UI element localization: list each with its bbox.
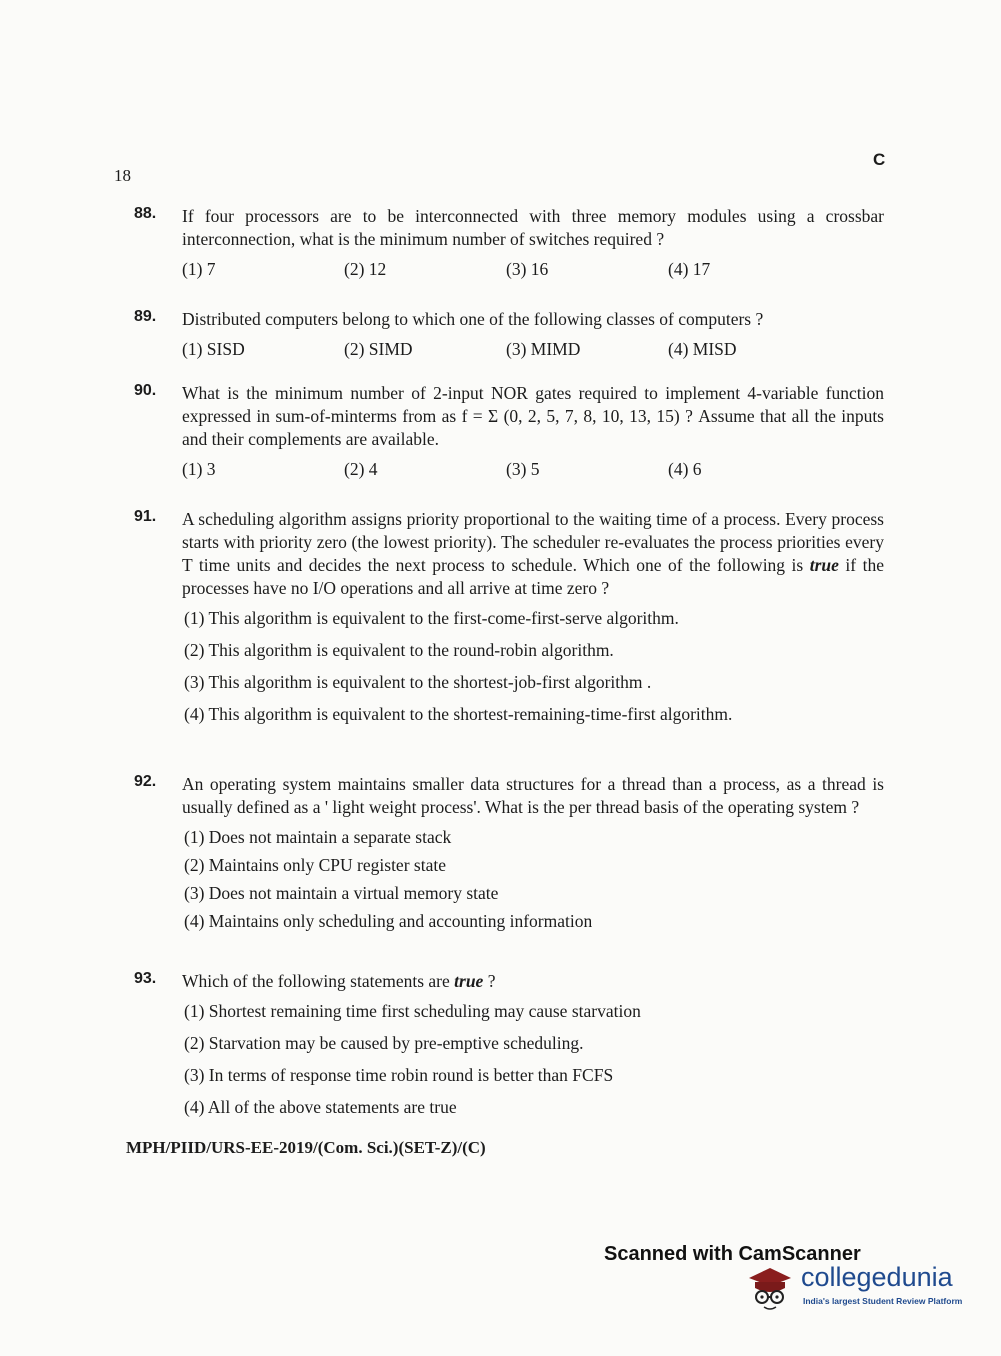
brand-tagline: India's largest Student Review Platform — [803, 1296, 963, 1306]
page-number: 18 — [114, 166, 131, 185]
options — [184, 608, 884, 736]
question-text: Distributed computers belong to which one of the following classes of computers ? — [182, 309, 764, 329]
question-text: An operating system maintains smaller data structures for a thread than a process, as a thread is usually defined as a ' light weight process'. What is the per thread basis of the operating system ? — [182, 774, 884, 817]
question-number: 91. — [134, 508, 157, 525]
option-4: (4) This algorithm is equivalent to the shortest-remaining-time-first algorithm. — [184, 704, 733, 724]
option-2: (2) This algorithm is equivalent to the round-robin algorithm. — [184, 640, 614, 660]
collegedunia-logo — [745, 1262, 975, 1318]
question-number: 88. — [134, 205, 157, 222]
options — [184, 827, 884, 939]
option-4: (4) MISD — [668, 339, 737, 359]
question-89 — [134, 308, 884, 360]
emphasis-true: true — [454, 971, 484, 991]
option-2: (2) SIMD — [344, 339, 413, 359]
options — [182, 339, 884, 360]
options — [184, 1001, 884, 1129]
collegedunia-mascot-icon — [745, 1264, 795, 1314]
question-91 — [134, 508, 884, 736]
option-4: (4) All of the above statements are true — [184, 1097, 457, 1117]
option-1: (1) This algorithm is equivalent to the first-come-first-serve algorithm. — [184, 608, 679, 628]
paper-code: MPH/PIID/URS-EE-2019/(Com. Sci.)(SET-Z)/(C) — [126, 1138, 486, 1157]
scanned-with-label: Scanned with CamScanner — [604, 1243, 861, 1265]
option-2: (2) 12 — [344, 259, 387, 279]
option-3: (3) In terms of response time robin round is better than FCFS — [184, 1065, 614, 1085]
option-2: (2) Maintains only CPU register state — [184, 855, 446, 875]
option-1: (1) 7 — [182, 259, 216, 279]
option-3: (3) 16 — [506, 259, 549, 279]
question-92 — [134, 773, 884, 939]
set-code: C — [873, 150, 886, 169]
option-1: (1) 3 — [182, 459, 216, 479]
question-number: 89. — [134, 308, 157, 325]
option-3: (3) Does not maintain a virtual memory state — [184, 883, 499, 903]
option-4: (4) 17 — [668, 259, 711, 279]
option-1: (1) SISD — [182, 339, 245, 359]
option-1: (1) Does not maintain a separate stack — [184, 827, 452, 847]
brand-name: collegedunia — [801, 1262, 953, 1292]
question-90 — [134, 382, 884, 480]
emphasis-true: true — [809, 555, 839, 575]
question-number: 90. — [134, 382, 157, 399]
question-text: If four processors are to be interconnected with three memory modules using a crossbar interconnection, what is the minimum number of switches required ? — [182, 206, 884, 249]
question-text: A scheduling algorithm assigns priority proportional to the waiting time of a process. Every process starts with priority zero (the lowest priority). The scheduler re-evaluates the process priorities every T time units and decides the next process to schedule. Which one of the following is true if the processes have no I/O operations and all arrive at time zero ? — [182, 509, 884, 598]
question-88 — [134, 205, 884, 280]
option-3: (3) MIMD — [506, 339, 581, 359]
option-1: (1) Shortest remaining time first scheduling may cause starvation — [184, 1001, 641, 1021]
question-text: What is the minimum number of 2-input NOR gates required to implement 4-variable function expressed in sum-of-minterms from as f = Σ (0, 2, 5, 7, 8, 10, 13, 15) ? Assume that all the inputs and their complements are available. — [182, 383, 884, 449]
options — [182, 259, 884, 280]
question-93 — [134, 970, 884, 1129]
question-number: 93. — [134, 970, 157, 987]
option-4: (4) 6 — [668, 459, 702, 479]
question-number: 92. — [134, 773, 157, 790]
option-2: (2) Starvation may be caused by pre-emptive scheduling. — [184, 1033, 584, 1053]
options — [182, 459, 884, 480]
question-text: Which of the following statements are true ? — [182, 971, 496, 991]
option-4: (4) Maintains only scheduling and accounting information — [184, 911, 593, 931]
option-3: (3) This algorithm is equivalent to the shortest-job-first algorithm . — [184, 672, 652, 692]
option-2: (2) 4 — [344, 459, 378, 479]
option-3: (3) 5 — [506, 459, 540, 479]
